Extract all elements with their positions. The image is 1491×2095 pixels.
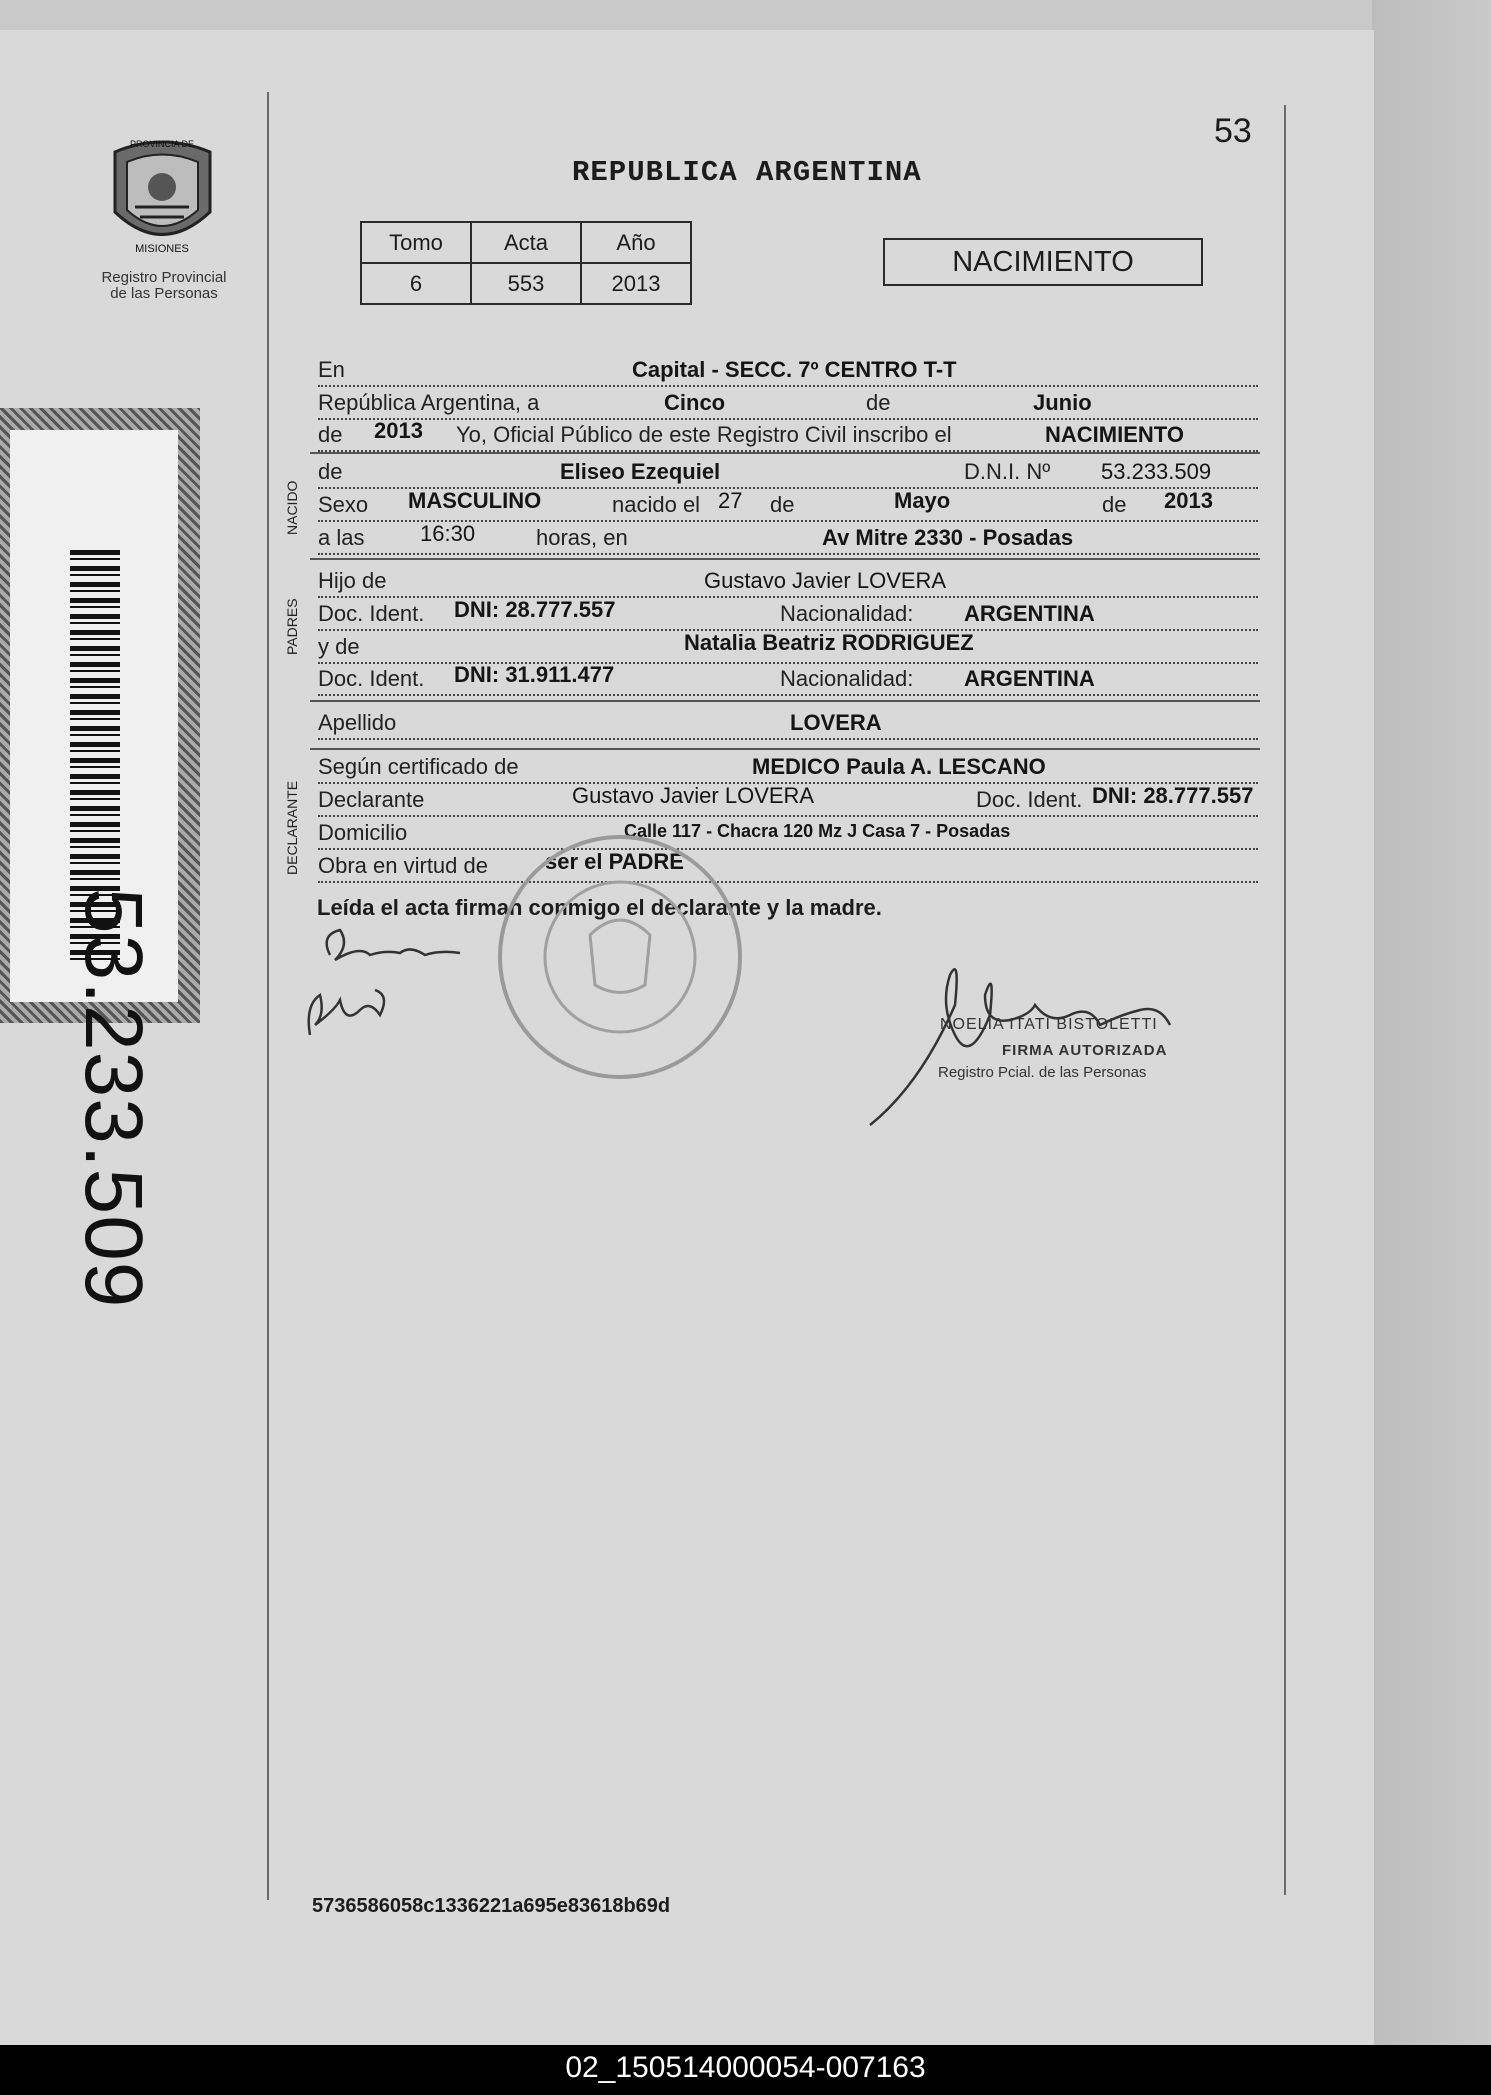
label-horas: horas, en xyxy=(536,525,628,550)
section-divider xyxy=(310,700,1260,702)
label-sexo: Sexo xyxy=(318,492,369,517)
value-tomo: 6 xyxy=(361,263,471,304)
row-certificado xyxy=(318,752,1258,784)
province-seal-icon xyxy=(105,132,220,262)
row-hora xyxy=(318,523,1258,555)
value-mes: Junio xyxy=(1033,390,1092,415)
header-tomo: Tomo xyxy=(361,222,471,263)
label-de4: de xyxy=(770,492,795,517)
label-doc3: Doc. Ident. xyxy=(976,787,1083,812)
label-certificado: Según certificado de xyxy=(318,754,519,779)
value-nac-anio: 2013 xyxy=(1164,488,1213,513)
value-dia: Cinco xyxy=(664,390,726,415)
left-margin-line xyxy=(267,92,269,1900)
official-stamp-icon xyxy=(495,825,745,1090)
row-domicilio xyxy=(318,818,1258,850)
value-madre-doc: DNI: 31.911.477 xyxy=(454,662,615,687)
label-de5: de xyxy=(1102,492,1127,517)
row-apellido xyxy=(318,708,1258,740)
registry-name-line2: de las Personas xyxy=(110,285,218,302)
value-sexo: MASCULINO xyxy=(408,488,542,513)
value-madre: Natalia Beatriz RODRIGUEZ xyxy=(684,630,974,655)
section-label-padres: PADRES xyxy=(284,598,300,655)
row-nombre xyxy=(318,457,1258,489)
barcode-label xyxy=(0,408,200,1309)
row-obra xyxy=(318,851,1258,883)
value-lugar-nac: Av Mitre 2330 - Posadas xyxy=(822,525,1074,550)
label-domicilio: Domicilio xyxy=(318,820,408,845)
header-acta: Acta xyxy=(471,222,581,263)
label-republica: República Argentina, a xyxy=(318,390,540,415)
value-anio-inscripcion: 2013 xyxy=(374,418,423,443)
barcode-number: 53.233.509 xyxy=(68,888,159,1309)
value-certificado: MEDICO Paula A. LESCANO xyxy=(752,754,1046,779)
row-fecha xyxy=(318,388,1258,420)
value-apellido: LOVERA xyxy=(790,710,882,735)
value-lugar: Capital - SECC. 7º CENTRO T-T xyxy=(632,357,957,382)
row-madre-doc xyxy=(318,664,1258,696)
label-de3: de xyxy=(318,459,343,484)
label-y-de: y de xyxy=(318,634,360,659)
row-sexo xyxy=(318,490,1258,522)
registry-name-line1: Registro Provincial xyxy=(101,269,227,286)
value-anio: 2013 xyxy=(581,263,691,304)
value-padre-doc: DNI: 28.777.557 xyxy=(454,597,616,622)
row-madre xyxy=(318,632,1258,664)
registry-name xyxy=(74,270,254,302)
right-margin-line xyxy=(1284,105,1286,1895)
section-divider xyxy=(310,558,1260,560)
seal-lettering-top: PROVINCIA DE xyxy=(129,139,195,149)
label-declarante: Declarante xyxy=(318,787,425,812)
seal-lettering-bottom: MISIONES xyxy=(135,243,189,255)
section-divider xyxy=(310,748,1260,750)
signer-title: FIRMA AUTORIZADA xyxy=(1002,1042,1168,1059)
signer-name: NOELIA ITATI BISTOLETTI xyxy=(940,1016,1158,1033)
label-nacionalidad: Nacionalidad: xyxy=(780,601,914,626)
row-padre-doc xyxy=(318,599,1258,631)
footer-bar xyxy=(0,2045,1491,2095)
scan-background-right xyxy=(1372,0,1491,2045)
signer-organization: Registro Pcial. de las Personas xyxy=(938,1064,1147,1081)
value-nac-mes: Mayo xyxy=(894,488,951,513)
row-declarante xyxy=(318,785,1258,817)
section-divider xyxy=(310,452,1260,454)
value-padre: Gustavo Javier LOVERA xyxy=(704,568,947,593)
label-apellido: Apellido xyxy=(318,710,397,735)
label-nacionalidad2: Nacionalidad: xyxy=(780,666,914,691)
document-title: REPUBLICA ARGENTINA xyxy=(572,156,922,189)
file-identifier: 02_150514000054-007163 xyxy=(565,2051,926,2084)
page-number: 53 xyxy=(1214,112,1252,150)
registry-header-row xyxy=(361,222,691,263)
declarant-signature-icon xyxy=(290,915,490,1045)
header-anio: Año xyxy=(581,222,691,263)
value-hora: 16:30 xyxy=(420,521,476,546)
label-oficial: Yo, Oficial Público de este Registro Civil inscribo el xyxy=(456,422,952,447)
label-de: de xyxy=(866,390,891,415)
label-en: En xyxy=(318,357,345,382)
registry-value-row xyxy=(361,263,691,304)
row-padre xyxy=(318,566,1258,598)
document-type-box: NACIMIENTO xyxy=(883,238,1203,286)
value-tipo: NACIMIENTO xyxy=(1045,422,1184,447)
label-de2: de xyxy=(318,422,343,447)
closing-statement: Leída el acta firman conmigo el declarante y la madre. xyxy=(317,895,882,920)
registry-table xyxy=(360,221,692,305)
section-label-declarante: DECLARANTE xyxy=(284,780,300,875)
document-hash: 5736586058c1336221a695e83618b69d xyxy=(312,1895,671,1917)
value-domicilio: Calle 117 - Chacra 120 Mz J Casa 7 - Posadas xyxy=(624,821,1011,841)
label-nacido: nacido el xyxy=(612,492,701,517)
official-signature-icon xyxy=(860,945,1200,1130)
label-hijo: Hijo de xyxy=(318,568,387,593)
value-dni: 53.233.509 xyxy=(1101,459,1212,484)
section-label-nacido: NACIDO xyxy=(284,480,300,535)
value-padre-nac: ARGENTINA xyxy=(964,601,1095,626)
value-declarante-doc: DNI: 28.777.557 xyxy=(1092,783,1254,808)
value-declarante: Gustavo Javier LOVERA xyxy=(572,783,815,808)
label-doc: Doc. Ident. xyxy=(318,601,425,626)
value-obra: ser el PADRE xyxy=(545,849,684,874)
value-nombre: Eliseo Ezequiel xyxy=(560,459,721,484)
label-obra: Obra en virtud de xyxy=(318,853,488,878)
row-oficial xyxy=(318,420,1258,452)
value-madre-nac: ARGENTINA xyxy=(964,666,1095,691)
row-en xyxy=(318,355,1258,387)
value-acta: 553 xyxy=(471,263,581,304)
label-a-las: a las xyxy=(318,525,365,550)
value-nac-dia: 27 xyxy=(718,488,743,513)
label-dni: D.N.I. Nº xyxy=(964,459,1051,484)
label-doc2: Doc. Ident. xyxy=(318,666,425,691)
scan-background-top xyxy=(0,0,1491,32)
